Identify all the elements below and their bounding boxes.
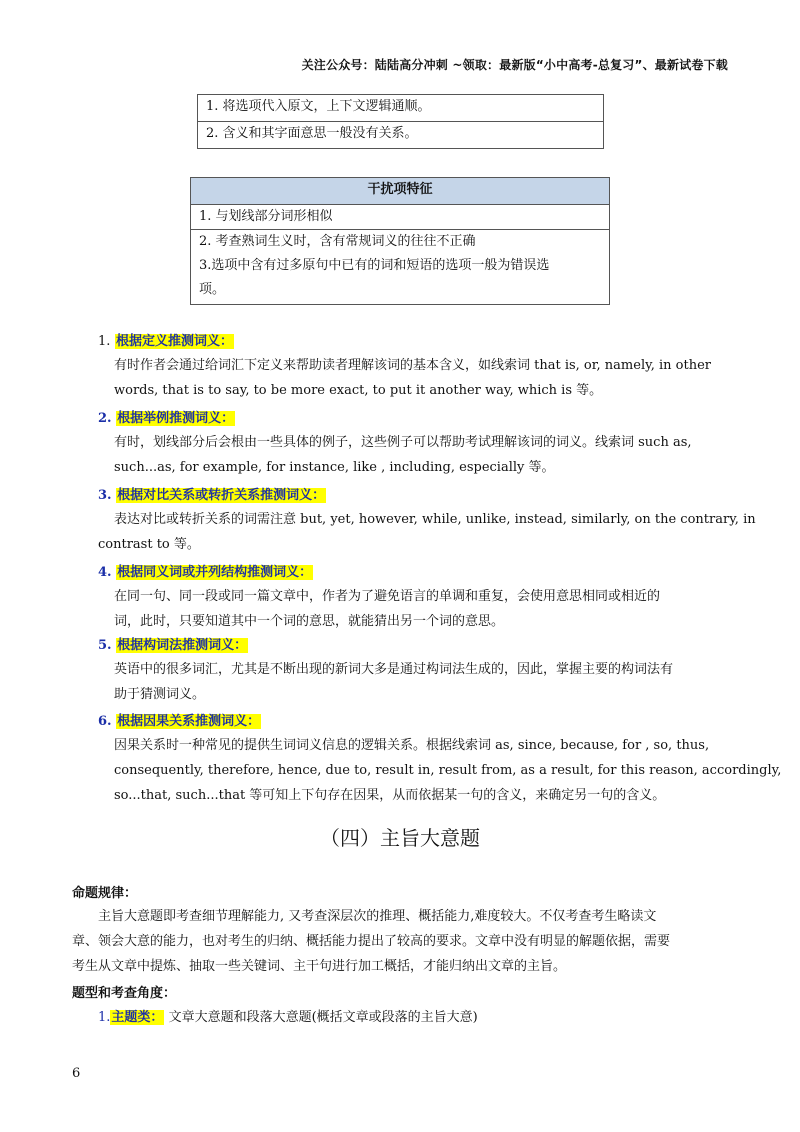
section-title: 根据定义推测词义： [115, 334, 233, 349]
section-body-4: 在同一句、同一段或同一篇文章中，作者为了避免语言的单调和重复，会使用意思相同或相近的 词，此时，只要知道其中一个词的意思，就能猜出另一个词的意思。 [114, 589, 661, 629]
item-title: 主题类： [111, 1010, 164, 1025]
table-row: 3.选项中含有过多原句中已有的词和短语的选项一般为错误选 [191, 254, 610, 278]
table-row: 1. 与划线部分词形相似 [191, 205, 610, 230]
section-title: 根据因果关系推测词义： [117, 714, 261, 729]
page-header: 关注公众号：陆陆高分冲刺 ~领取：最新版“小中高考-总复习”、最新试卷下载 [301, 58, 728, 72]
answer-tips-table [197, 94, 604, 149]
rule-body: 主旨大意题即考查细节理解能力, 又考查深层次的推理、概括能力,难度较大。不仅考查考生略读文 章、领会大意的能力，也对考生的归纳、概括能力提出了较高的要求。文章中没有明显的解题依据，需要 考生从文章中提炼、抽取一些关键词、主干句进行加工概括，才能归纳出文章的主旨。 [72, 909, 671, 974]
section-heading-5: 5. 根据构词法推测词义： [98, 638, 248, 653]
table-row: 1. 将选项代入原文，上下文逻辑通顺。 [198, 95, 604, 122]
page-number: 6 [72, 1066, 81, 1081]
section-title: 根据举例推测词义： [117, 411, 235, 426]
section-title: 根据构词法推测词义： [117, 638, 248, 653]
distractor-features-table [190, 177, 610, 305]
type-label: 题型和考查角度： [72, 986, 177, 1001]
part-title: （四）主旨大意题 [320, 826, 480, 850]
table-row: 2. 考查熟词生义时，含有常规词义的往往不正确 [191, 230, 610, 255]
table-row: 项。 [191, 278, 610, 305]
section-title: 根据同义词或并列结构推测词义： [117, 565, 313, 580]
section-body-2: 有时，划线部分后会根由一些具体的例子，这些例子可以帮助考试理解该词的词义。线索词 such as, such...as, for example, for instance, like , including, especially 等。 [114, 435, 692, 475]
topic-item: 1.主题类： 文章大意题和段落大意题(概括文章或段落的主旨大意) [98, 1010, 478, 1025]
section-title: 根据对比关系或转折关系推测词义： [117, 488, 326, 503]
section-heading-2: 2. 根据举例推测词义： [98, 411, 235, 426]
table-header: 干扰项特征 [191, 178, 610, 205]
section-heading-1: 1. 根据定义推测词义： [98, 334, 233, 349]
section-body-3: 表达对比或转折关系的词需注意 but, yet, however, while, unlike, instead, similarly, on the contrary, in contrast to 等。 [98, 512, 756, 552]
section-heading-3: 3. 根据对比关系或转折关系推测词义： [98, 488, 326, 503]
section-body-5: 英语中的很多词汇，尤其是不断出现的新词大多是通过构词法生成的，因此，掌握主要的构词法有 助于猜测词义。 [114, 662, 674, 702]
item-text: 文章大意题和段落大意题(概括文章或段落的主旨大意) [168, 1010, 478, 1025]
section-body-1: 有时作者会通过给词汇下定义来帮助读者理解该词的基本含义，如线索词 that is, or, namely, in other words, that is to say, to be more exact, to put it another way, which is 等。 [114, 358, 711, 398]
section-heading-4: 4. 根据同义词或并列结构推测词义： [98, 565, 313, 580]
section-body-6: 因果关系时一种常见的提供生词词义信息的逻辑关系。根据线索词 as, since, because, for , so, thus, consequently, therefore, hence, due to, result in, result from, as a result, for this reason, accordingly, so...that, such...that 等可知上下句存在因果，从而依据某一句的含义，来确定另一句的含义。 [114, 738, 782, 803]
rule-label: 命题规律： [72, 886, 138, 901]
section-heading-6: 6. 根据因果关系推测词义： [98, 714, 261, 729]
table-row: 2. 含义和其字面意思一般没有关系。 [198, 122, 604, 149]
